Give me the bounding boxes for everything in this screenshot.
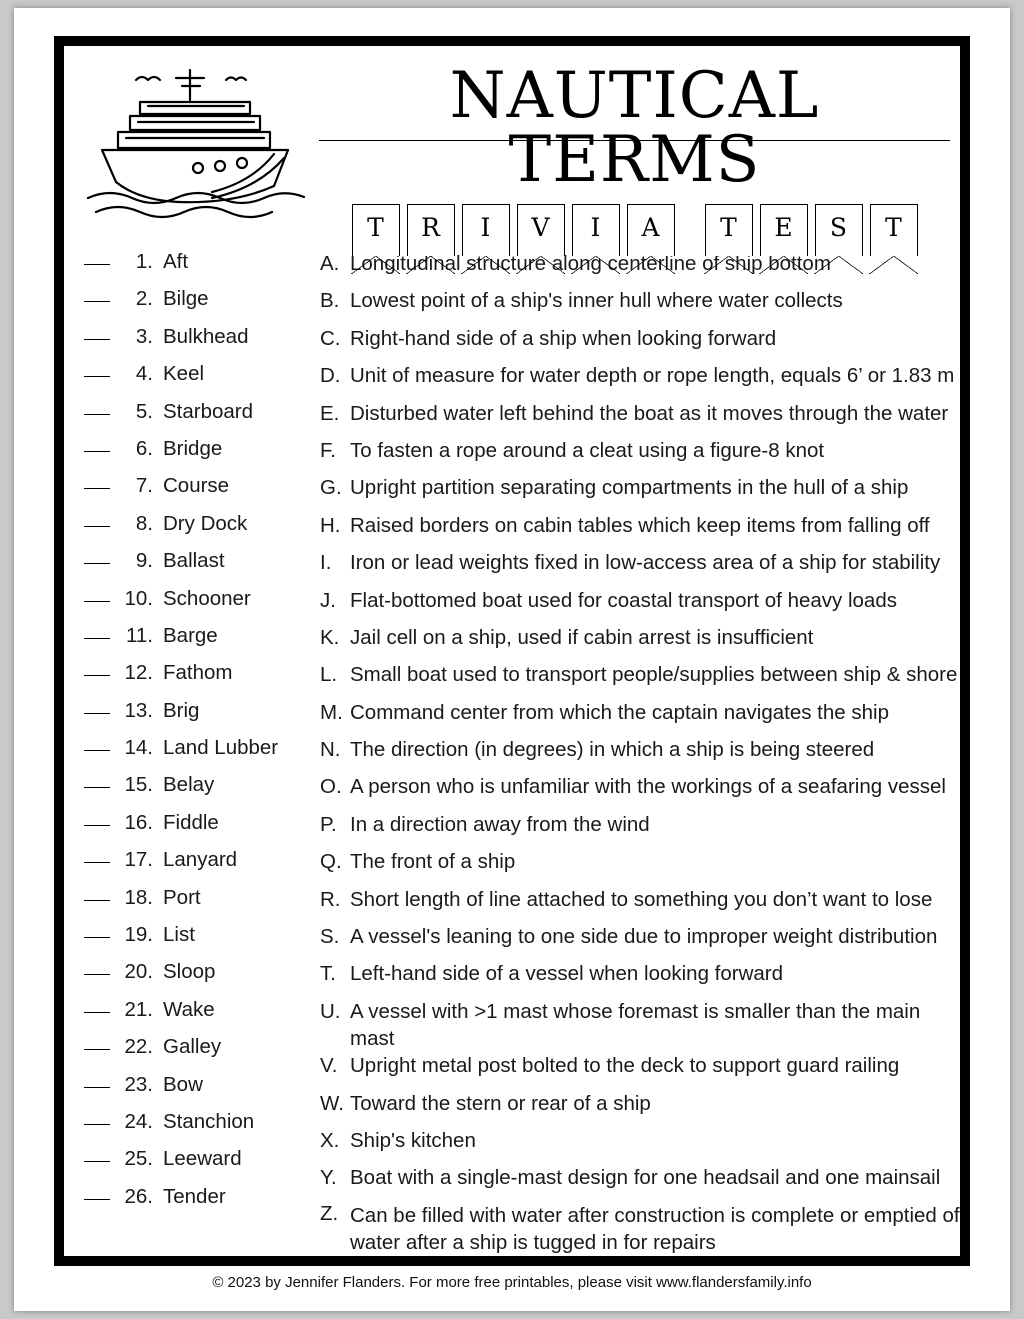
term-row[interactable]	[84, 287, 320, 324]
definition-text: Command center from which the captain navigates the ship	[350, 700, 889, 724]
answer-blank[interactable]	[84, 488, 110, 489]
term-name: Leeward	[163, 1147, 242, 1171]
definition-letter: Y.	[320, 1166, 337, 1190]
term-row[interactable]	[84, 362, 320, 399]
term-number: 13.	[124, 698, 153, 722]
definition-row	[320, 549, 960, 586]
term-row[interactable]	[84, 325, 320, 362]
definition-letter: B.	[320, 289, 340, 313]
term-row[interactable]	[84, 960, 320, 997]
definition-row	[320, 736, 960, 773]
pennant-letter	[760, 204, 808, 256]
term-number: 6.	[135, 436, 153, 460]
definition-row	[320, 1164, 960, 1201]
term-row[interactable]	[84, 1073, 320, 1110]
page-content	[64, 46, 960, 1256]
term-row[interactable]	[84, 1035, 320, 1072]
term-number: 19.	[124, 923, 153, 947]
pennant-letter	[462, 204, 510, 256]
definition-letter: I.	[320, 551, 332, 575]
term-row[interactable]	[84, 923, 320, 960]
definition-letter: D.	[320, 364, 341, 388]
term-number: 21.	[124, 997, 153, 1021]
answer-blank[interactable]	[84, 787, 110, 788]
definition-letter: J.	[320, 588, 336, 612]
term-number: 14.	[124, 736, 153, 760]
answer-blank[interactable]	[84, 301, 110, 302]
answer-blank[interactable]	[84, 1049, 110, 1050]
definition-text: Boat with a single-mast design for one headsail and one mainsail	[350, 1166, 941, 1190]
definition-text: Toward the stern or rear of a ship	[350, 1091, 651, 1115]
definition-row	[320, 960, 960, 997]
answer-blank[interactable]	[84, 264, 110, 265]
term-name: Keel	[163, 362, 205, 386]
term-number: 2.	[135, 287, 153, 311]
definition-row	[320, 437, 960, 474]
term-name: List	[163, 923, 195, 947]
definition-row	[320, 923, 960, 960]
term-name: Port	[163, 885, 201, 909]
term-number: 20.	[124, 960, 153, 984]
pennant-char: R	[421, 213, 440, 242]
term-name: Bridge	[163, 436, 223, 460]
term-row[interactable]	[84, 250, 320, 287]
definition-letter: M.	[320, 700, 343, 724]
definition-text: Upright partition separating compartments in the hull of a ship	[350, 476, 909, 500]
term-name: Galley	[163, 1035, 222, 1059]
pennant-letter	[572, 204, 620, 256]
definitions-column	[320, 250, 960, 1266]
definition-row	[320, 400, 960, 437]
answer-blank[interactable]	[84, 1012, 110, 1013]
pennant-letter	[517, 204, 565, 256]
term-row[interactable]	[84, 886, 320, 923]
term-number: 15.	[124, 773, 153, 797]
definition-text: Disturbed water left behind the boat as it moves through the water	[350, 401, 949, 425]
term-number: 3.	[135, 324, 153, 348]
term-row[interactable]	[84, 1147, 320, 1184]
definition-text: A vessel's leaning to one side due to improper weight distribution	[350, 925, 938, 949]
term-row[interactable]	[84, 587, 320, 624]
definition-letter: C.	[320, 326, 341, 350]
term-name: Dry Dock	[163, 511, 248, 535]
pennant-letter	[870, 204, 918, 256]
term-name: Fathom	[163, 661, 233, 685]
definition-letter: F.	[320, 438, 336, 462]
definition-row	[320, 362, 960, 399]
answer-blank[interactable]	[84, 675, 110, 676]
definition-row	[320, 998, 960, 1053]
definition-row	[320, 773, 960, 810]
definition-letter: G.	[320, 476, 342, 500]
pennant-char: I	[480, 213, 491, 242]
term-number: 7.	[135, 474, 153, 498]
pennant-char: S	[829, 213, 848, 242]
definition-letter: R.	[320, 887, 341, 911]
term-name: Tender	[163, 1184, 226, 1208]
term-row[interactable]	[84, 848, 320, 885]
term-number: 9.	[135, 549, 153, 573]
definition-letter: Z.	[320, 1201, 339, 1225]
definition-text: A vessel with >1 mast whose foremast is smaller than the main mast	[350, 999, 921, 1051]
pennant-letter	[705, 204, 753, 256]
answer-blank[interactable]	[84, 937, 110, 938]
term-number: 11.	[126, 623, 153, 647]
term-row[interactable]	[84, 400, 320, 437]
definition-row	[320, 1202, 960, 1266]
term-name: Aft	[163, 250, 189, 273]
answer-blank[interactable]	[84, 1087, 110, 1088]
definition-letter: Q.	[320, 850, 342, 874]
answer-blank[interactable]	[84, 900, 110, 901]
definition-text: Short length of line attached to something you don’t want to lose	[350, 887, 933, 911]
definition-text: In a direction away from the wind	[350, 812, 650, 836]
definition-letter: H.	[320, 513, 341, 537]
definition-text: To fasten a rope around a cleat using a figure-8 knot	[350, 438, 825, 462]
answer-blank[interactable]	[84, 713, 110, 714]
term-number: 26.	[124, 1184, 153, 1208]
definition-text: Ship's kitchen	[350, 1129, 476, 1153]
title-area	[319, 59, 950, 256]
pennant-char: T	[720, 213, 737, 242]
pennant-letter	[407, 204, 455, 256]
term-row[interactable]	[84, 549, 320, 586]
definition-row	[320, 287, 960, 324]
term-name: Brig	[163, 698, 200, 722]
answer-blank[interactable]	[84, 750, 110, 751]
definition-row	[320, 1052, 960, 1089]
term-name: Bulkhead	[163, 324, 249, 348]
definition-text: Left-hand side of a vessel when looking forward	[350, 962, 784, 986]
pennant-gap	[682, 204, 698, 256]
answer-blank[interactable]	[84, 451, 110, 452]
answer-blank[interactable]	[84, 825, 110, 826]
answer-blank[interactable]	[84, 526, 110, 527]
pennant-letter	[352, 204, 400, 256]
pennant-char: E	[774, 213, 793, 242]
term-name: Sloop	[163, 960, 216, 984]
definition-letter: N.	[320, 738, 341, 762]
header	[64, 46, 960, 242]
term-row[interactable]	[84, 437, 320, 474]
definition-row	[320, 661, 960, 698]
term-name: Lanyard	[163, 848, 238, 872]
terms-column	[64, 250, 320, 1222]
answer-blank[interactable]	[84, 1199, 110, 1200]
term-number: 1.	[135, 250, 153, 273]
definition-text: Iron or lead weights fixed in low-access area of a ship for stability	[350, 551, 941, 575]
term-row[interactable]	[84, 773, 320, 810]
term-name: Ballast	[163, 549, 225, 573]
definition-text: A person who is unfamiliar with the workings of a seafaring vessel	[350, 775, 946, 799]
term-name: Fiddle	[163, 810, 219, 834]
term-row[interactable]	[84, 998, 320, 1035]
definition-row	[320, 848, 960, 885]
term-number: 4.	[135, 362, 153, 386]
definition-row	[320, 624, 960, 661]
answer-blank[interactable]	[84, 601, 110, 602]
definition-row	[320, 512, 960, 549]
definition-letter: K.	[320, 625, 340, 649]
pennant-char: T	[885, 213, 902, 242]
answer-blank[interactable]	[84, 862, 110, 863]
definition-letter: X.	[320, 1129, 340, 1153]
definition-text: Small boat used to transport people/supplies between ship & shore	[350, 663, 958, 687]
pennant-letter	[627, 204, 675, 256]
definition-row	[320, 1127, 960, 1164]
printable-sheet	[14, 8, 1010, 1311]
definition-letter: S.	[320, 925, 340, 949]
term-name: Barge	[163, 623, 218, 647]
definition-letter: V.	[320, 1054, 338, 1078]
footer-credit: © 2023 by Jennifer Flanders. For more free printables, please visit www.flandersfamily.info	[212, 1274, 812, 1291]
definition-text: The front of a ship	[350, 850, 516, 874]
term-name: Bilge	[163, 287, 209, 311]
definition-text: Jail cell on a ship, used if cabin arrest is insufficient	[350, 625, 814, 649]
term-number: 12.	[124, 661, 153, 685]
term-number: 25.	[124, 1147, 153, 1171]
term-row[interactable]	[84, 736, 320, 773]
definition-letter: L.	[320, 663, 338, 687]
answer-blank[interactable]	[84, 638, 110, 639]
term-name: Wake	[163, 997, 215, 1021]
answer-blank[interactable]	[84, 414, 110, 415]
term-row[interactable]	[84, 699, 320, 736]
definition-row	[320, 587, 960, 624]
pennant-letter	[815, 204, 863, 256]
pennant-char: I	[590, 213, 601, 242]
page-title: NAUTICAL TERMS	[449, 59, 820, 197]
term-number: 17.	[124, 848, 153, 872]
term-name: Stanchion	[163, 1109, 255, 1133]
definition-text: The direction (in degrees) in which a ship is being steered	[350, 738, 875, 762]
definition-letter: U.	[320, 999, 341, 1023]
definition-text: Flat-bottomed boat used for coastal transport of heavy loads	[350, 588, 897, 612]
definition-letter: T.	[320, 962, 336, 986]
definition-text: Can be filled with water after construction is complete or emptied of water after a ship is tugged in for repairs	[350, 1203, 960, 1255]
definition-row	[320, 811, 960, 848]
definition-row	[320, 474, 960, 511]
term-name: Starboard	[163, 399, 254, 423]
answer-blank[interactable]	[84, 1124, 110, 1125]
answer-blank[interactable]	[84, 974, 110, 975]
term-name: Bow	[163, 1072, 203, 1096]
term-row[interactable]	[84, 1110, 320, 1147]
term-number: 24.	[124, 1109, 153, 1133]
term-number: 10.	[124, 586, 153, 610]
cruise-ship-illustration	[78, 58, 328, 228]
pennant-char: A	[641, 213, 660, 242]
term-name: Land Lubber	[163, 736, 279, 760]
term-row[interactable]	[84, 811, 320, 848]
term-row[interactable]	[84, 512, 320, 549]
definition-text: Lowest point of a ship's inner hull where water collects	[350, 289, 843, 313]
definition-letter: W.	[320, 1091, 344, 1115]
definition-letter: P.	[320, 812, 337, 836]
definition-text: Unit of measure for water depth or rope length, equals 6’ or 1.83 m	[350, 364, 955, 388]
definition-letter: A.	[320, 252, 340, 275]
quiz-body	[64, 250, 960, 1266]
term-row[interactable]	[84, 661, 320, 698]
definition-text: Upright metal post bolted to the deck to support guard railing	[350, 1054, 900, 1078]
answer-blank[interactable]	[84, 1161, 110, 1162]
term-row[interactable]	[84, 1185, 320, 1222]
answer-blank[interactable]	[84, 376, 110, 377]
definition-row	[320, 1090, 960, 1127]
term-number: 22.	[124, 1035, 153, 1059]
term-number: 23.	[124, 1072, 153, 1096]
pennant-char: T	[367, 213, 384, 242]
term-name: Course	[163, 474, 230, 498]
definition-row	[320, 699, 960, 736]
term-name: Schooner	[163, 586, 251, 610]
definition-row	[320, 886, 960, 923]
term-number: 5.	[135, 399, 153, 423]
answer-blank[interactable]	[84, 339, 110, 340]
definition-text: Right-hand side of a ship when looking forward	[350, 326, 777, 350]
definition-text: Raised borders on cabin tables which keep items from falling off	[350, 513, 930, 537]
definition-row	[320, 325, 960, 362]
term-name: Belay	[163, 773, 215, 797]
term-number: 16.	[124, 810, 153, 834]
term-number: 8.	[135, 511, 153, 535]
pennant-char: V	[531, 213, 550, 242]
answer-blank[interactable]	[84, 563, 110, 564]
subtitle-banner	[319, 204, 950, 256]
definition-letter: O.	[320, 775, 342, 799]
term-number: 18.	[124, 885, 153, 909]
term-row[interactable]	[84, 474, 320, 511]
definition-letter: E.	[320, 401, 340, 425]
term-row[interactable]	[84, 624, 320, 661]
